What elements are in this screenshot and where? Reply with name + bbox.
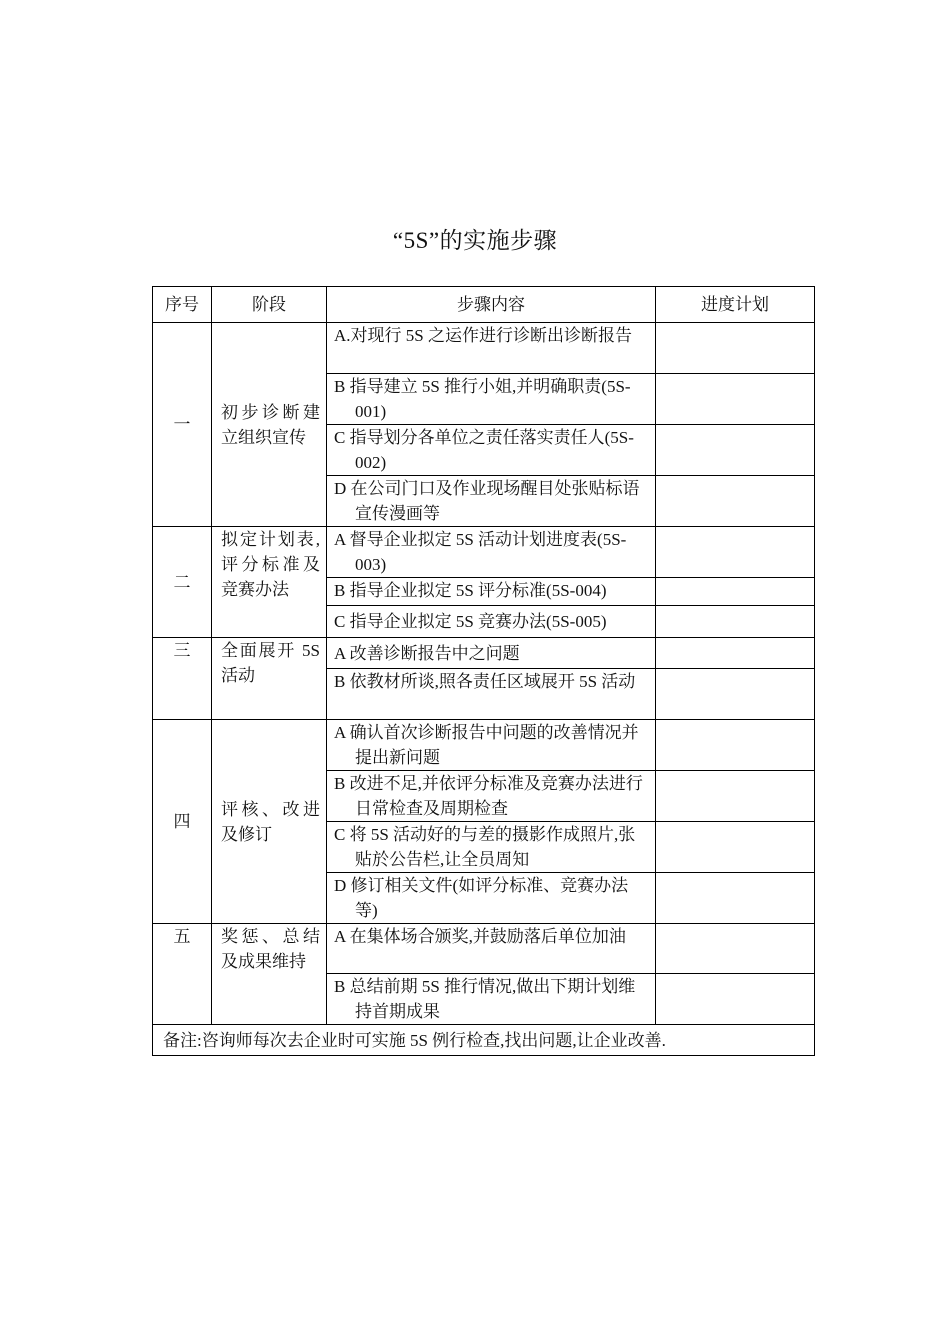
row-number: 五 xyxy=(153,924,212,1025)
stage-cell: 奖惩、总结及成果维持 xyxy=(212,924,327,1025)
stage-cell: 评核、改进及修订 xyxy=(212,720,327,924)
row-number: 四 xyxy=(153,720,212,924)
row-number: 三 xyxy=(153,638,212,720)
plan-cell xyxy=(656,720,815,771)
step-cell: B 总结前期 5S 推行情况,做出下期计划维持首期成果 xyxy=(327,974,656,1025)
header-no: 序号 xyxy=(153,287,212,323)
step-cell: B 依教材所谈,照各责任区域展开 5S 活动 xyxy=(327,669,656,720)
plan-cell xyxy=(656,425,815,476)
table-row xyxy=(153,323,815,374)
note-row xyxy=(153,1025,815,1056)
plan-cell xyxy=(656,476,815,527)
table-row xyxy=(153,720,815,771)
step-cell: C 指导划分各单位之责任落实责任人(5S-002) xyxy=(327,425,656,476)
stage-cell: 全面展开 5S 活动 xyxy=(212,638,327,720)
plan-cell xyxy=(656,873,815,924)
plan-cell xyxy=(656,924,815,974)
plan-cell xyxy=(656,974,815,1025)
plan-cell xyxy=(656,606,815,638)
step-cell: A 改善诊断报告中之问题 xyxy=(327,638,656,669)
header-content: 步骤内容 xyxy=(327,287,656,323)
stage-cell: 拟定计划表,评分标准及竞赛办法 xyxy=(212,527,327,638)
step-cell: A 督导企业拟定 5S 活动计划进度表(5S-003) xyxy=(327,527,656,578)
implementation-steps-table xyxy=(152,286,815,1056)
plan-cell xyxy=(656,822,815,873)
step-cell: B 改进不足,并依评分标准及竞赛办法进行日常检查及周期检查 xyxy=(327,771,656,822)
step-cell: C 指导企业拟定 5S 竞赛办法(5S-005) xyxy=(327,606,656,638)
table-row xyxy=(153,924,815,974)
step-cell: D 在公司门口及作业现场醒目处张贴标语宣传漫画等 xyxy=(327,476,656,527)
plan-cell xyxy=(656,527,815,578)
step-cell: A 确认首次诊断报告中问题的改善情况并提出新问题 xyxy=(327,720,656,771)
plan-cell xyxy=(656,638,815,669)
plan-cell xyxy=(656,374,815,425)
stage-cell: 初步诊断建立组织宣传 xyxy=(212,323,327,527)
step-cell: A.对现行 5S 之运作进行诊断出诊断报告 xyxy=(327,323,656,374)
remark-note: 备注:咨询师每次去企业时可实施 5S 例行检查,找出问题,让企业改善. xyxy=(153,1025,815,1056)
table-row xyxy=(153,527,815,578)
step-cell: B 指导企业拟定 5S 评分标准(5S-004) xyxy=(327,578,656,606)
row-number: 二 xyxy=(153,527,212,638)
document-title: “5S”的实施步骤 xyxy=(392,228,558,253)
plan-cell xyxy=(656,669,815,720)
table-header-row xyxy=(153,287,815,323)
step-cell: C 将 5S 活动好的与差的摄影作成照片,张贴於公告栏,让全员周知 xyxy=(327,822,656,873)
row-number: 一 xyxy=(153,323,212,527)
step-cell: D 修订相关文件(如评分标准、竞赛办法等) xyxy=(327,873,656,924)
table-row xyxy=(153,638,815,669)
plan-cell xyxy=(656,771,815,822)
step-cell: B 指导建立 5S 推行小姐,并明确职责(5S-001) xyxy=(327,374,656,425)
header-stage: 阶段 xyxy=(212,287,327,323)
step-cell: A 在集体场合颁奖,并鼓励落后单位加油 xyxy=(327,924,656,974)
plan-cell xyxy=(656,323,815,374)
header-plan: 进度计划 xyxy=(656,287,815,323)
plan-cell xyxy=(656,578,815,606)
